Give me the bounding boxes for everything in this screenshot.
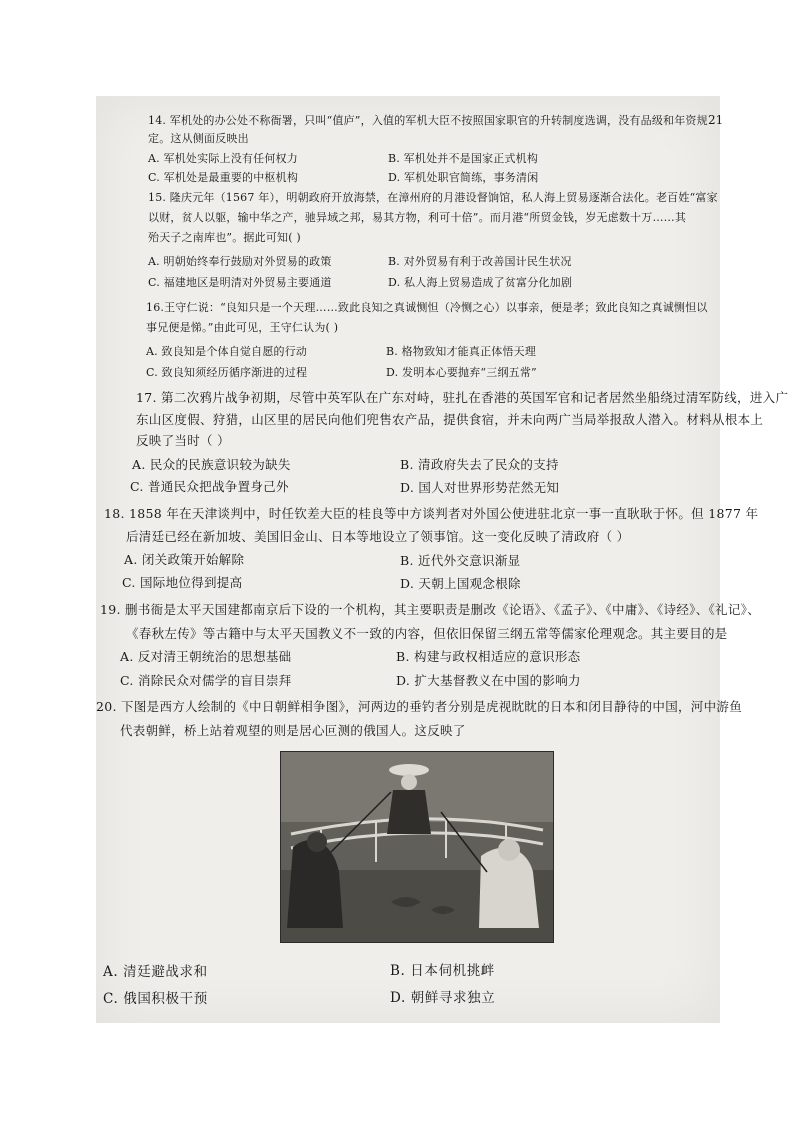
question-18-option-d[interactable]: D. 天朝上国观念根除 (400, 576, 521, 591)
question-20-option-b[interactable]: B. 日本伺机挑衅 (390, 963, 495, 979)
question-19-option-a[interactable]: A. 反对清王朝统治的思想基础 (120, 649, 292, 664)
question-16-option-b[interactable]: B. 格物致知才能真正体悟天理 (386, 345, 537, 358)
question-16-text-line-1: 16.王守仁说：“良知只是一个天理……致此良知之真诚恻怛（冷恻之心）以事亲，便是孝；致此良知之真诚恻怛以 (146, 301, 708, 314)
question-17-text-line-3: 反映了当时（ ） (136, 433, 230, 448)
question-20-option-d[interactable]: D. 朝鲜寻求独立 (390, 990, 496, 1006)
question-14-option-a[interactable]: A. 军机处实际上没有任何权力 (148, 152, 298, 165)
question-17-option-c[interactable]: C. 普通民众把战争置身己外 (130, 479, 289, 494)
question-15-option-b[interactable]: B. 对外贸易有利于改善国计民生状况 (388, 255, 572, 268)
question-14-text-line-2: 定。这从侧面反映出 (148, 132, 249, 145)
question-18-text-line-1: 18. 1858 年在天津谈判中，时任钦差大臣的桂良等中方谈判者对外国公使进驻北京一事一直耿耿于怀。但 1877 年 (104, 506, 759, 521)
question-14-option-c[interactable]: C. 军机处是最重要的中枢机构 (148, 171, 299, 184)
question-19-option-c[interactable]: C. 消除民众对儒学的盲目崇拜 (120, 673, 292, 688)
question-14-text-line-1: 14. 军机处的办公处不称衙署，只叫“值庐”，入值的军机大臣不按照国家职官的升转制度选调，没有品级和年资规 (148, 114, 708, 127)
question-20-text-line-2: 代表朝鲜，桥上站着观望的则是居心叵测的俄国人。这反映了 (120, 723, 466, 738)
question-17-option-d[interactable]: D. 国人对世界形势茫然无知 (400, 480, 560, 495)
question-19-option-d[interactable]: D. 扩大基督教义在中国的影响力 (396, 673, 581, 688)
question-15-text-line-2: 以财，贫人以躯，输中华之产，驰异域之邦，易其方物，利可十倍”。而月港“所贸金钱，岁无虑数十万……其 (148, 211, 687, 224)
question-19-option-b[interactable]: B. 构建与政权相适应的意识形态 (396, 649, 581, 664)
question-14-option-b[interactable]: B. 军机处并不是国家正式机构 (388, 152, 539, 165)
question-16-option-d[interactable]: D. 发明本心要抛弃“三纲五常” (386, 366, 537, 379)
question-17-option-b[interactable]: B. 清政府失去了民众的支持 (400, 457, 559, 472)
question-15-option-d[interactable]: D. 私人海上贸易造成了贫富分化加剧 (388, 276, 573, 289)
question-15-option-a[interactable]: A. 明朝始终奉行鼓励对外贸易的政策 (148, 255, 332, 268)
question-15-text-line-3: 殆天子之南库也”。据此可知( ) (148, 231, 301, 244)
question-19-text-line-1: 19. 删书衙是太平天国建都南京后下设的一个机构，其主要职责是删改《论语》、《孟子》、《中庸》、《诗经》、《礼记》、 (100, 602, 761, 617)
question-17-text-line-1: 17. 第二次鸦片战争初期，尽管中英军队在广东对峙，驻扎在香港的英国军官和记者居然坐船绕过清军防线，进入广 (136, 390, 789, 405)
question-14-option-d[interactable]: D. 军机处职官简练，事务清闲 (388, 171, 539, 184)
question-18-option-c[interactable]: C. 国际地位得到提高 (122, 575, 243, 590)
question-17-option-a[interactable]: A. 民众的民族意识较为缺失 (132, 457, 291, 472)
cartoon-image (280, 751, 554, 943)
question-16-option-a[interactable]: A. 致良知是个体自觉自愿的行动 (146, 345, 308, 358)
cartoon-drawing (281, 752, 553, 942)
question-19-text-line-2: 《春秋左传》等古籍中与太平天国教义不一致的内容，但依旧保留三纲五常等儒家伦理观念。其主要目的是 (126, 626, 728, 641)
question-20-option-c[interactable]: C. 俄国积极干预 (103, 991, 208, 1007)
question-17-text-line-2: 东山区度假、狩猎，山区里的居民向他们兜售农产品，提供食宿，并未向两广当局举报敌人潜入。材料从根本上 (136, 412, 764, 427)
page-number: 21 (708, 113, 724, 127)
question-15-option-c[interactable]: C. 福建地区是明清对外贸易主要通道 (148, 276, 332, 289)
question-15-text-line-1: 15. 隆庆元年（1567 年），明朝政府开放海禁，在漳州府的月港设督饷馆，私人海上贸易逐渐合法化。老百姓“富家 (148, 191, 718, 204)
question-18-option-a[interactable]: A. 闭关政策开始解除 (124, 552, 245, 567)
question-20-option-a[interactable]: A. 清廷避战求和 (103, 964, 208, 980)
question-20-text-line-1: 20. 下图是西方人绘制的《中日朝鲜相争图》，河两边的垂钓者分别是虎视眈眈的日本和闭目静待的中国，河中游鱼 (96, 699, 743, 714)
question-18-text-line-2: 后清廷已经在新加坡、美国旧金山、日本等地设立了领事馆。这一变化反映了清政府（ ） (126, 529, 630, 544)
question-18-option-b[interactable]: B. 近代外交意识渐显 (400, 553, 521, 568)
question-16-text-line-2: 事兄便是悌。”由此可见，王守仁认为( ) (146, 321, 339, 334)
question-16-option-c[interactable]: C. 致良知须经历循序渐进的过程 (146, 366, 308, 379)
